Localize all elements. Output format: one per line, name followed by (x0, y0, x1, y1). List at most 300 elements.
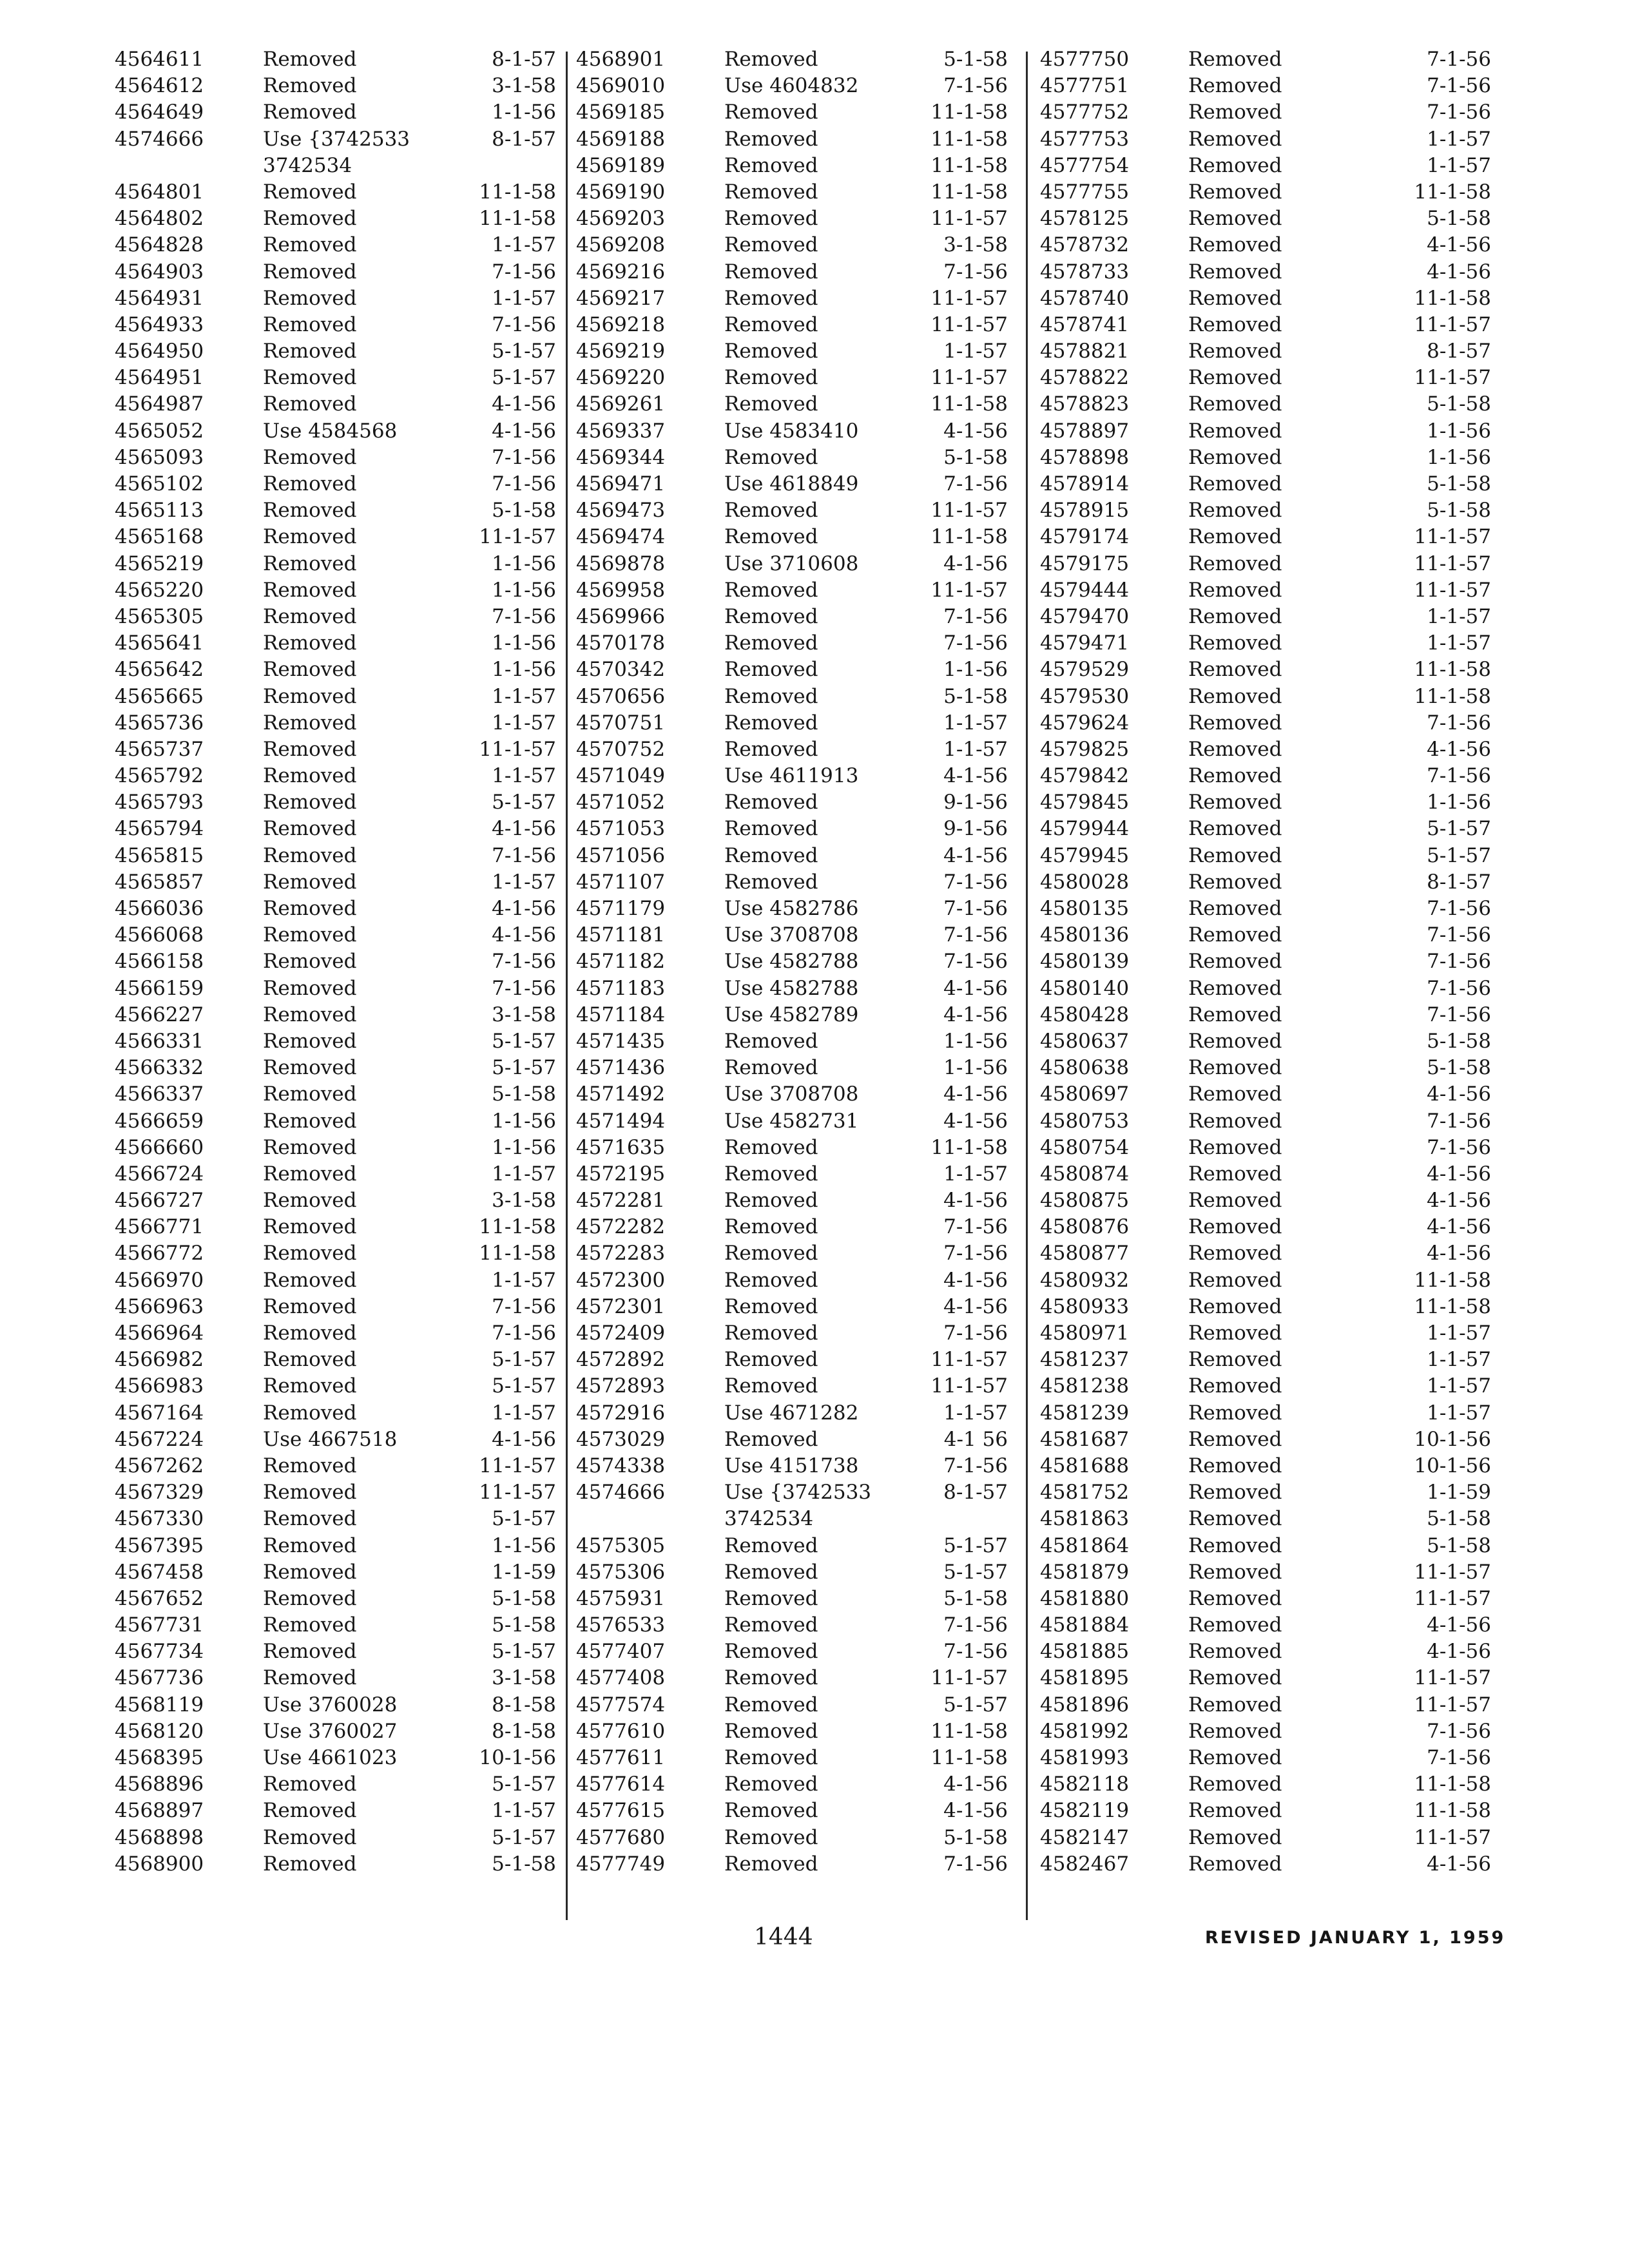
effective-date: 5-1-57 (492, 1374, 556, 1398)
effective-date: 10-1-56 (1414, 1427, 1491, 1451)
status: Removed (1188, 552, 1282, 575)
part-number: 4579471 (1040, 631, 1130, 655)
status: Removed (724, 1773, 818, 1796)
effective-date: 11-1-57 (930, 286, 1008, 310)
effective-date: 1-1-56 (492, 552, 556, 575)
status: Removed (263, 1799, 357, 1823)
table-row (576, 1347, 1008, 1373)
part-number: 4564950 (115, 340, 204, 363)
effective-date: 5-1-57 (943, 1560, 1008, 1584)
part-number: 4569208 (576, 233, 666, 257)
table-row (576, 1533, 1008, 1559)
effective-date: 7-1-56 (1427, 764, 1491, 788)
revision-date: REVISED JANUARY 1, 1959 (1205, 1928, 1506, 1948)
part-number: 4577574 (576, 1693, 666, 1716)
effective-date: 11-1-58 (1414, 658, 1491, 682)
status: Use 3710608 (724, 552, 859, 575)
status: Removed (1188, 340, 1282, 363)
part-number: 4580877 (1040, 1242, 1130, 1265)
status: Removed (263, 1109, 357, 1133)
part-number: 4569219 (576, 340, 666, 363)
effective-date: 5-1-57 (1427, 817, 1491, 841)
table-row (1040, 232, 1491, 258)
status: Removed (1188, 1056, 1282, 1080)
part-number: 4578741 (1040, 312, 1130, 336)
part-number: 4569189 (576, 153, 666, 177)
table-row (115, 153, 556, 179)
table-row (576, 1161, 1008, 1187)
effective-date: 11-1-57 (930, 366, 1008, 390)
table-row (115, 1612, 556, 1639)
part-number: 4569203 (576, 207, 666, 231)
status: Removed (724, 1613, 818, 1637)
table-row (576, 843, 1008, 869)
table-row (1040, 338, 1491, 365)
table-row (1040, 365, 1491, 391)
effective-date: 5-1-58 (492, 1082, 556, 1106)
effective-date: 11-1-57 (479, 525, 556, 549)
effective-date: 11-1-58 (1414, 286, 1491, 310)
table-row (115, 1427, 556, 1453)
status: Removed (1188, 1374, 1282, 1398)
effective-date: 3-1-58 (492, 1003, 556, 1026)
table-row (1040, 259, 1491, 285)
effective-date: 1-1-56 (943, 1029, 1008, 1053)
part-number: 4579944 (1040, 817, 1130, 841)
table-row (576, 1240, 1008, 1267)
status: Removed (263, 445, 357, 469)
status: Removed (263, 552, 357, 575)
effective-date: 4-1-56 (943, 1268, 1008, 1292)
part-number: 4566982 (115, 1348, 204, 1372)
effective-date: 5-1-58 (492, 1586, 556, 1610)
status: Removed (724, 1666, 818, 1690)
status: Removed (724, 1294, 818, 1318)
table-row (576, 1479, 1008, 1506)
effective-date: 5-1-58 (943, 48, 1008, 71)
part-number: 4579845 (1040, 791, 1130, 814)
table-row (576, 232, 1008, 258)
effective-date: 11-1-58 (930, 525, 1008, 549)
effective-date: 7-1-56 (1427, 1109, 1491, 1133)
status: Removed (724, 1189, 818, 1213)
effective-date: 11-1-57 (479, 1481, 556, 1504)
effective-date: 4-1-56 (492, 419, 556, 443)
table-row (576, 1718, 1008, 1745)
part-number: 4569471 (576, 472, 666, 495)
table-row (1040, 843, 1491, 869)
table-row (576, 445, 1008, 471)
table-row (576, 1214, 1008, 1240)
part-number: 4578733 (1040, 260, 1130, 284)
effective-date: 11-1-58 (479, 180, 556, 204)
status: Removed (263, 1268, 357, 1292)
table-row (576, 1745, 1008, 1771)
status: Removed (263, 897, 357, 920)
table-row (115, 497, 556, 524)
effective-date: 1-1-57 (492, 764, 556, 788)
part-number: 4567164 (115, 1401, 204, 1425)
effective-date: 5-1-58 (492, 499, 556, 523)
effective-date: 3-1-58 (943, 233, 1008, 257)
status: Removed (1188, 631, 1282, 655)
part-number: 4566771 (115, 1215, 204, 1239)
effective-date: 11-1-57 (1414, 1693, 1491, 1716)
effective-date: 5-1-57 (943, 1693, 1008, 1716)
status: Use 4611913 (724, 764, 859, 788)
part-number: 4580753 (1040, 1109, 1130, 1133)
effective-date: 7-1-56 (492, 312, 556, 336)
part-number: 4564903 (115, 260, 204, 284)
status: Removed (1188, 101, 1282, 124)
table-row (1040, 684, 1491, 710)
status: Removed (263, 1773, 357, 1796)
table-row (115, 1294, 556, 1320)
part-number: 4580028 (1040, 870, 1130, 894)
part-number: 4568898 (115, 1825, 204, 1849)
status: Removed (263, 1189, 357, 1213)
table-row (576, 736, 1008, 763)
effective-date: 4-1-56 (1427, 1242, 1491, 1265)
table-row (115, 1135, 556, 1161)
part-number: 4568901 (576, 48, 666, 71)
part-number: 4565793 (115, 791, 204, 814)
effective-date: 5-1-58 (1427, 1056, 1491, 1080)
table-row (1040, 551, 1491, 577)
status: Use {3742533 (724, 1481, 872, 1504)
status: Removed (1188, 1481, 1282, 1504)
effective-date: 8-1-57 (1427, 870, 1491, 894)
status: Removed (263, 791, 357, 814)
status: Removed (263, 340, 357, 363)
status: Removed (1188, 1746, 1282, 1769)
status: Removed (1188, 1560, 1282, 1584)
effective-date: 5-1-58 (1427, 499, 1491, 523)
part-number: 4578732 (1040, 233, 1130, 257)
status: Removed (1188, 1348, 1282, 1372)
part-number: 4569216 (576, 260, 666, 284)
part-number: 4565794 (115, 817, 204, 841)
status: Removed (263, 101, 357, 124)
effective-date: 7-1-56 (943, 472, 1008, 495)
effective-date: 7-1-56 (943, 631, 1008, 655)
part-number: 4581238 (1040, 1374, 1130, 1398)
table-row (1040, 1692, 1491, 1718)
part-number: 4567736 (115, 1666, 204, 1690)
effective-date: 11-1-58 (1414, 1268, 1491, 1292)
table-row (576, 46, 1008, 73)
table-row (576, 604, 1008, 630)
part-number: 4581992 (1040, 1719, 1130, 1743)
effective-date: 4-1-56 (1427, 1082, 1491, 1106)
effective-date: 1-1-57 (943, 737, 1008, 761)
part-number: 4567734 (115, 1640, 204, 1664)
table-row (576, 1851, 1008, 1878)
part-number: 4575305 (576, 1533, 666, 1557)
table-row (1040, 710, 1491, 736)
effective-date: 5-1-57 (492, 1507, 556, 1531)
status: Removed (263, 180, 357, 204)
effective-date: 1-1-57 (1427, 604, 1491, 628)
table-row (115, 710, 556, 736)
effective-date: 11-1-57 (1414, 525, 1491, 549)
effective-date: 11-1-58 (479, 207, 556, 231)
table-row (576, 179, 1008, 206)
effective-date: 1-1-59 (1427, 1481, 1491, 1504)
status: Removed (1188, 1189, 1282, 1213)
status: Removed (724, 1321, 818, 1345)
effective-date: 7-1-56 (943, 950, 1008, 974)
column-divider (566, 52, 568, 1920)
effective-date: 5-1-58 (492, 1613, 556, 1637)
part-number: 4567262 (115, 1454, 204, 1477)
effective-date: 8-1-57 (492, 127, 556, 151)
table-row (576, 577, 1008, 604)
column-3 (1040, 46, 1491, 1878)
table-row (115, 1771, 556, 1798)
table-row (576, 630, 1008, 657)
status: Use 3708708 (724, 923, 859, 947)
part-number: 4566068 (115, 923, 204, 947)
status: Removed (724, 1348, 818, 1372)
part-number: 4565219 (115, 552, 204, 575)
effective-date: 11-1-57 (1414, 1560, 1491, 1584)
part-number: 4566724 (115, 1162, 204, 1186)
effective-date: 8-1-57 (492, 48, 556, 71)
effective-date: 5-1-57 (492, 366, 556, 390)
status: Removed (263, 923, 357, 947)
part-number: 4568395 (115, 1746, 204, 1769)
effective-date: 11-1-57 (930, 578, 1008, 602)
part-number: 4566159 (115, 976, 204, 1000)
effective-date: 4-1-56 (943, 1109, 1008, 1133)
effective-date: 1-1-56 (1427, 419, 1491, 443)
part-number: 4565168 (115, 525, 204, 549)
part-number: 4578914 (1040, 472, 1130, 495)
part-number: 4577615 (576, 1799, 666, 1823)
effective-date: 10-1-56 (1414, 1454, 1491, 1477)
table-row (115, 869, 556, 896)
effective-date: 4-1-56 (943, 552, 1008, 575)
effective-date: 7-1-56 (492, 950, 556, 974)
status: Removed (263, 604, 357, 628)
status: Removed (724, 1135, 818, 1159)
part-number: 4582118 (1040, 1773, 1130, 1796)
status: Removed (263, 684, 357, 708)
status: Removed (724, 207, 818, 231)
table-row (115, 1347, 556, 1373)
status: Use 3760028 (263, 1693, 398, 1716)
table-row (1040, 604, 1491, 630)
part-number: 4577755 (1040, 180, 1130, 204)
part-number: 4582119 (1040, 1799, 1130, 1823)
status: Removed (1188, 499, 1282, 523)
table-row (576, 1081, 1008, 1108)
effective-date: 4-1-56 (943, 1189, 1008, 1213)
table-row (1040, 1214, 1491, 1240)
table-row (115, 1825, 556, 1851)
effective-date: 4-1-56 (943, 419, 1008, 443)
part-number: 4567652 (115, 1586, 204, 1610)
part-number: 4572281 (576, 1189, 666, 1213)
part-number: 4568900 (115, 1852, 204, 1876)
table-row (576, 1612, 1008, 1639)
part-number: 4565737 (115, 737, 204, 761)
table-row (576, 1506, 1008, 1532)
table-row (1040, 285, 1491, 312)
status: Removed (724, 366, 818, 390)
part-number: 4565102 (115, 472, 204, 495)
table-row (115, 1187, 556, 1214)
effective-date: 11-1-57 (930, 207, 1008, 231)
effective-date: 11-1-57 (479, 1454, 556, 1477)
effective-date: 8-1-58 (492, 1719, 556, 1743)
status: Removed (724, 578, 818, 602)
table-row (1040, 471, 1491, 497)
table-row (1040, 1798, 1491, 1824)
table-row (115, 338, 556, 365)
effective-date: 11-1-58 (930, 180, 1008, 204)
effective-date: 7-1-56 (943, 1242, 1008, 1265)
table-row (576, 710, 1008, 736)
table-row (576, 1427, 1008, 1453)
part-number: 4579530 (1040, 684, 1130, 708)
status: Removed (724, 1693, 818, 1716)
table-row (1040, 816, 1491, 842)
table-row (1040, 1055, 1491, 1081)
table-row (115, 391, 556, 418)
part-number: 4571184 (576, 1003, 666, 1026)
part-number: 4569185 (576, 101, 666, 124)
part-number: 4571182 (576, 950, 666, 974)
table-row (1040, 126, 1491, 153)
status: Removed (1188, 366, 1282, 390)
status: Removed (1188, 1666, 1282, 1690)
status: Removed (263, 207, 357, 231)
status: Removed (724, 1746, 818, 1769)
table-row (576, 1559, 1008, 1586)
status: Removed (1188, 153, 1282, 177)
table-row (576, 1028, 1008, 1055)
status: Removed (1188, 48, 1282, 71)
part-number: 4577750 (1040, 48, 1130, 71)
table-row (1040, 1479, 1491, 1506)
part-number: 4567330 (115, 1507, 204, 1531)
status: Removed (263, 1613, 357, 1637)
part-number: 4564828 (115, 233, 204, 257)
effective-date: 7-1-56 (492, 1294, 556, 1318)
status: Removed (724, 1586, 818, 1610)
part-number: 4569958 (576, 578, 666, 602)
table-row (576, 816, 1008, 842)
status: Removed (263, 870, 357, 894)
status: Use 4582789 (724, 1003, 859, 1026)
table-row (115, 99, 556, 126)
table-row (576, 922, 1008, 948)
effective-date: 1-1-57 (943, 1162, 1008, 1186)
part-number: 4569190 (576, 180, 666, 204)
table-row (1040, 1002, 1491, 1028)
effective-date: 1-1-57 (943, 711, 1008, 735)
part-number: 4572892 (576, 1348, 666, 1372)
part-number: 4569261 (576, 392, 666, 416)
table-row (576, 1825, 1008, 1851)
effective-date: 11-1-58 (930, 1719, 1008, 1743)
part-number: 4579444 (1040, 578, 1130, 602)
effective-date: 11-1-58 (1414, 1773, 1491, 1796)
effective-date: 4-1-56 (1427, 1852, 1491, 1876)
effective-date: 5-1-58 (1427, 1029, 1491, 1053)
table-row (1040, 1718, 1491, 1745)
status: Removed (724, 791, 818, 814)
part-number: 4566227 (115, 1003, 204, 1026)
status: Use 4671282 (724, 1401, 859, 1425)
status: Removed (263, 392, 357, 416)
part-number: 4564933 (115, 312, 204, 336)
effective-date: 5-1-57 (1427, 843, 1491, 867)
status: Use 4604832 (724, 74, 859, 98)
table-row (576, 312, 1008, 338)
table-row (576, 1453, 1008, 1479)
effective-date: 11-1-57 (1414, 1586, 1491, 1610)
status: Removed (1188, 976, 1282, 1000)
table-row (115, 816, 556, 842)
table-row (1040, 1135, 1491, 1161)
table-row (1040, 1825, 1491, 1851)
table-row (115, 1586, 556, 1612)
part-number: 4577680 (576, 1825, 666, 1849)
status: Removed (724, 499, 818, 523)
table-row (115, 1214, 556, 1240)
table-row (115, 1320, 556, 1347)
status: Removed (724, 1427, 818, 1451)
status: Removed (263, 1321, 357, 1345)
table-row (1040, 1586, 1491, 1612)
effective-date: 11-1-57 (1414, 1666, 1491, 1690)
table-row (115, 524, 556, 550)
effective-date: 4-1-56 (1427, 1640, 1491, 1664)
status: Removed (1188, 1533, 1282, 1557)
effective-date: 4-1-56 (1427, 737, 1491, 761)
effective-date: 7-1-56 (492, 843, 556, 867)
part-number: 4574666 (576, 1481, 666, 1504)
effective-date: 4-1-56 (943, 1082, 1008, 1106)
table-row (115, 1692, 556, 1718)
status: Removed (1188, 1401, 1282, 1425)
effective-date: 4-1-56 (1427, 1215, 1491, 1239)
effective-date: 11-1-58 (1414, 1799, 1491, 1823)
status: Removed (263, 1481, 357, 1504)
effective-date: 7-1-56 (1427, 976, 1491, 1000)
status: Removed (724, 48, 818, 71)
table-row (576, 975, 1008, 1002)
status: Removed (1188, 1135, 1282, 1159)
status: Removed (1188, 578, 1282, 602)
effective-date: 5-1-57 (492, 791, 556, 814)
table-row (1040, 1506, 1491, 1532)
table-row (1040, 46, 1491, 73)
table-row (1040, 179, 1491, 206)
effective-date: 1-1-56 (492, 578, 556, 602)
effective-date: 11-1-57 (1414, 312, 1491, 336)
effective-date: 7-1-56 (1427, 897, 1491, 920)
table-row (1040, 577, 1491, 604)
table-row (576, 763, 1008, 789)
effective-date: 11-1-58 (930, 153, 1008, 177)
status: Use 4582788 (724, 950, 859, 974)
status: Removed (724, 286, 818, 310)
effective-date: 5-1-57 (492, 1029, 556, 1053)
